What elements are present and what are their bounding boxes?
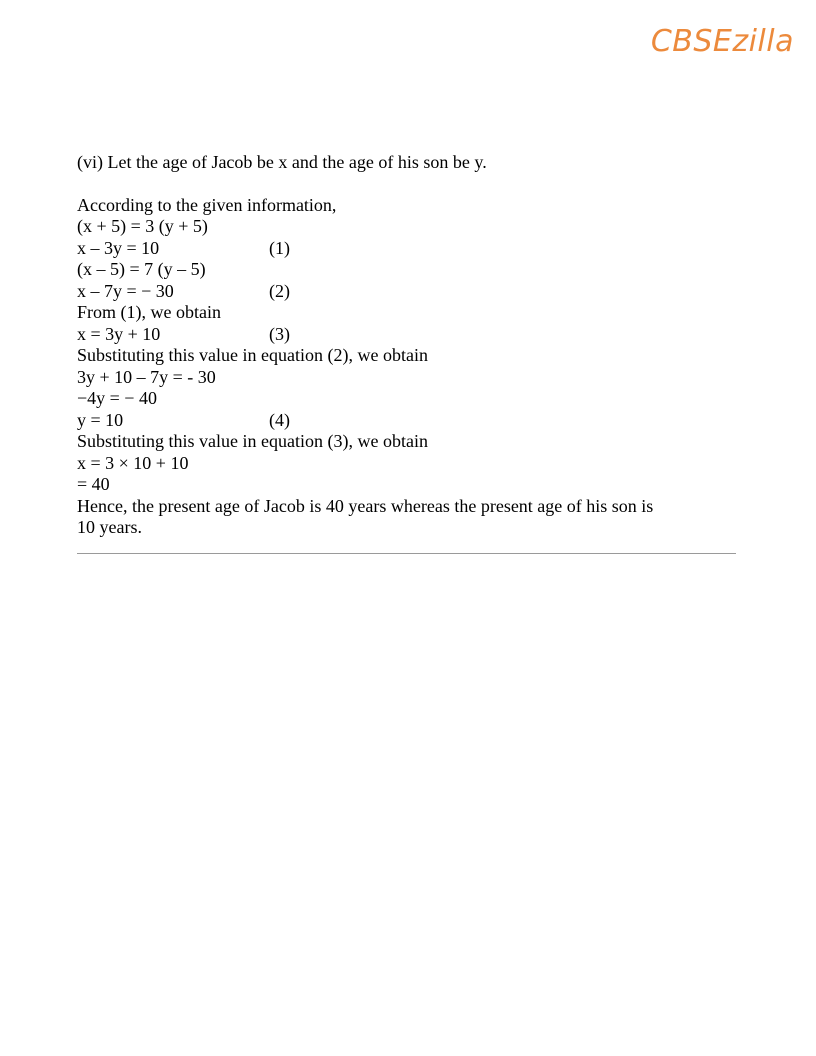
equation-text: x = 3y + 10	[77, 323, 161, 344]
equation-number: (4)	[269, 409, 290, 430]
equation-line: 3y + 10 – 7y = - 30	[77, 366, 216, 387]
step-text: According to the given information,	[77, 194, 337, 215]
equation-text: y = 10	[77, 409, 124, 430]
equation-row	[77, 238, 677, 260]
cbsezilla-logo: CBSEzilla	[650, 24, 794, 59]
problem-intro: (vi) Let the age of Jacob be x and the age of his son be y.	[77, 152, 487, 172]
equation-line: (x – 5) = 7 (y – 5)	[77, 259, 206, 279]
step-text: From (1), we obtain	[77, 302, 221, 322]
equation-line: = 40	[77, 474, 110, 494]
equation-line: x = 3 × 10 + 10	[77, 452, 189, 473]
equation-number: (2)	[269, 280, 290, 301]
equation-row	[77, 324, 677, 346]
equation-row	[77, 410, 677, 432]
conclusion-text: Hence, the present age of Jacob is 40 years whereas the present age of his son is 10 years.	[77, 495, 654, 537]
solution-body	[77, 152, 677, 539]
step-text: Substituting this value in equation (3), we obtain	[77, 431, 428, 451]
equation-text: x – 7y = − 30	[77, 280, 174, 301]
equation-line: (x + 5) = 3 (y + 5)	[77, 216, 208, 236]
equation-row	[77, 281, 677, 303]
equation-line: −4y = − 40	[77, 388, 157, 408]
equation-number: (3)	[269, 323, 290, 344]
divider-line	[77, 553, 736, 554]
equation-text: x – 3y = 10	[77, 237, 160, 258]
equation-number: (1)	[269, 237, 290, 258]
step-text: Substituting this value in equation (2), we obtain	[77, 345, 428, 365]
